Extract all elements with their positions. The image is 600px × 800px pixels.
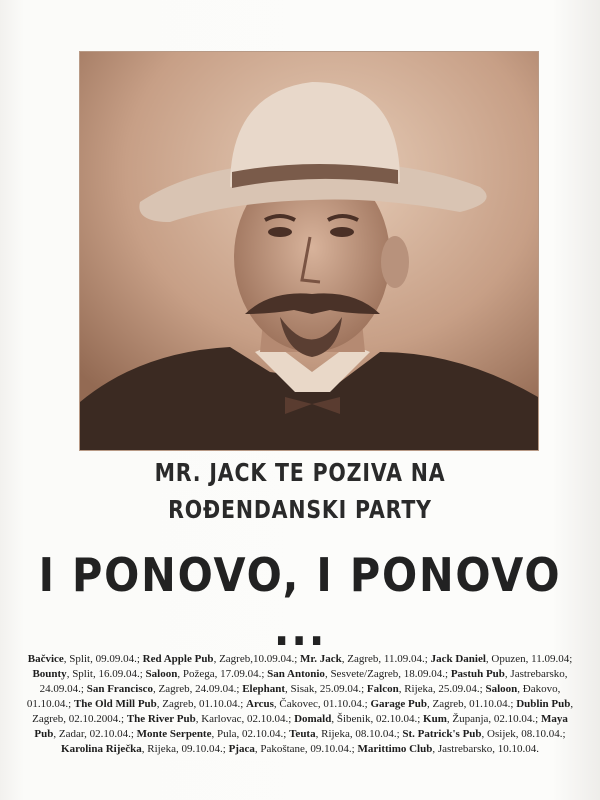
venue-details: , Sisak, 25.09.04.; [285, 683, 365, 695]
venue-name: Pastuh Pub [450, 668, 505, 680]
venue-name: Saloon [485, 683, 518, 695]
venue-details: , Županja, 02.10.04.; [446, 713, 539, 725]
venue-details: , Đakovo, 01.10.04.; [26, 683, 561, 710]
venue-details: , Pakoštane, 09.10.04.; [254, 743, 355, 755]
headline-line-1: MR. JACK TE POZIVA NA [154, 458, 446, 487]
venue-name: Elephant [242, 683, 286, 695]
venue-item [146, 668, 265, 680]
venue-item [300, 653, 428, 665]
venue-item [431, 653, 573, 665]
venue-item [229, 743, 355, 755]
venue-item [367, 683, 483, 695]
venue-item [242, 683, 364, 695]
venue-details: , Čakovec, 01.10.04.; [273, 698, 368, 710]
venue-name: Arcus [246, 698, 274, 710]
venue-item [143, 653, 298, 665]
venue-item [61, 743, 226, 755]
venue-name: Domald [294, 713, 332, 725]
venue-name: Red Apple Pub [142, 653, 214, 665]
venue-name: Pjaca [228, 743, 255, 755]
venue-details: , Zagreb, 02.10.2004.; [32, 698, 574, 725]
venue-details: , Šibenik, 02.10.04.; [331, 713, 421, 725]
venue-name: Teuta [289, 728, 316, 740]
venue-details: , Zadar, 02.10.04.; [53, 728, 134, 740]
venue-name: Bačvice [27, 653, 64, 665]
venue-details: , Rijeka, 09.10.04.; [141, 743, 226, 755]
venue-name: Falcon [366, 683, 399, 695]
venue-details: , Zagreb, 01.10.04.; [427, 698, 514, 710]
venue-details: , Rijeka, 08.10.04.; [315, 728, 400, 740]
venue-name: Mr. Jack [300, 653, 342, 665]
venue-details: , Split, 09.09.04.; [63, 653, 140, 665]
venue-details: , Jastrebarsko, 10.10.04. [432, 743, 539, 755]
venue-name: Kum [423, 713, 447, 725]
slogan: I PONOVO, I PONOVO ... [38, 548, 562, 656]
venue-name: Jack Daniel [430, 653, 486, 665]
venue-item [289, 728, 400, 740]
venue-item [28, 653, 140, 665]
venue-details: , Opuzen, 11.09.04; [485, 653, 573, 665]
venue-name: The Old Mill Pub [73, 698, 157, 710]
venue-name: San Antonio [267, 668, 325, 680]
venue-details: , Rijeka, 25.09.04.; [398, 683, 483, 695]
venue-item [137, 728, 287, 740]
venue-item [32, 668, 142, 680]
venue-details: , Zagreb,10.09.04.; [213, 653, 298, 665]
venue-details: , Pula, 02.10.04.; [211, 728, 287, 740]
venue-item [87, 683, 240, 695]
venue-name: Saloon [145, 668, 178, 680]
venue-name: The River Pub [126, 713, 196, 725]
venue-name: Marittimo Club [357, 743, 433, 755]
venue-item [358, 743, 539, 755]
venue-details: , Zagreb, 01.10.04.; [156, 698, 244, 710]
venue-details: , Požega, 17.09.04.; [177, 668, 265, 680]
venue-name: Monte Serpente [136, 728, 212, 740]
venue-details: , Sesvete/Zagreb, 18.09.04.; [324, 668, 449, 680]
venue-name: Dublin Pub [516, 698, 571, 710]
venue-item [402, 728, 565, 740]
venue-item [267, 668, 448, 680]
venue-details: , Split, 16.09.04.; [66, 668, 143, 680]
venue-name: Bounty [32, 668, 67, 680]
venue-name: St. Patrick's Pub [402, 728, 482, 740]
portrait-illustration [80, 52, 538, 450]
venue-name: Maya Pub [34, 713, 568, 740]
venue-name: Karolina Riječka [61, 743, 142, 755]
venue-name: Garage Pub [370, 698, 427, 710]
venue-item [423, 713, 538, 725]
venue-details: , Jastrebarsko, 24.09.04.; [39, 668, 568, 695]
venue-details: , Zagreb, 11.09.04.; [341, 653, 428, 665]
venue-details: , Zagreb, 24.09.04.; [153, 683, 240, 695]
portrait-photo [80, 52, 538, 450]
venue-details: , Karlovac, 02.10.04.; [195, 713, 292, 725]
venue-item [370, 698, 513, 710]
venue-details: , Osijek, 08.10.04.; [481, 728, 566, 740]
venue-name: San Francisco [86, 683, 154, 695]
venue-item [127, 713, 291, 725]
venue-item [294, 713, 420, 725]
venue-item [246, 698, 368, 710]
venue-list [22, 652, 578, 757]
headline-line-2: ROĐENDANSKI PARTY [168, 495, 432, 524]
venue-item [74, 698, 243, 710]
